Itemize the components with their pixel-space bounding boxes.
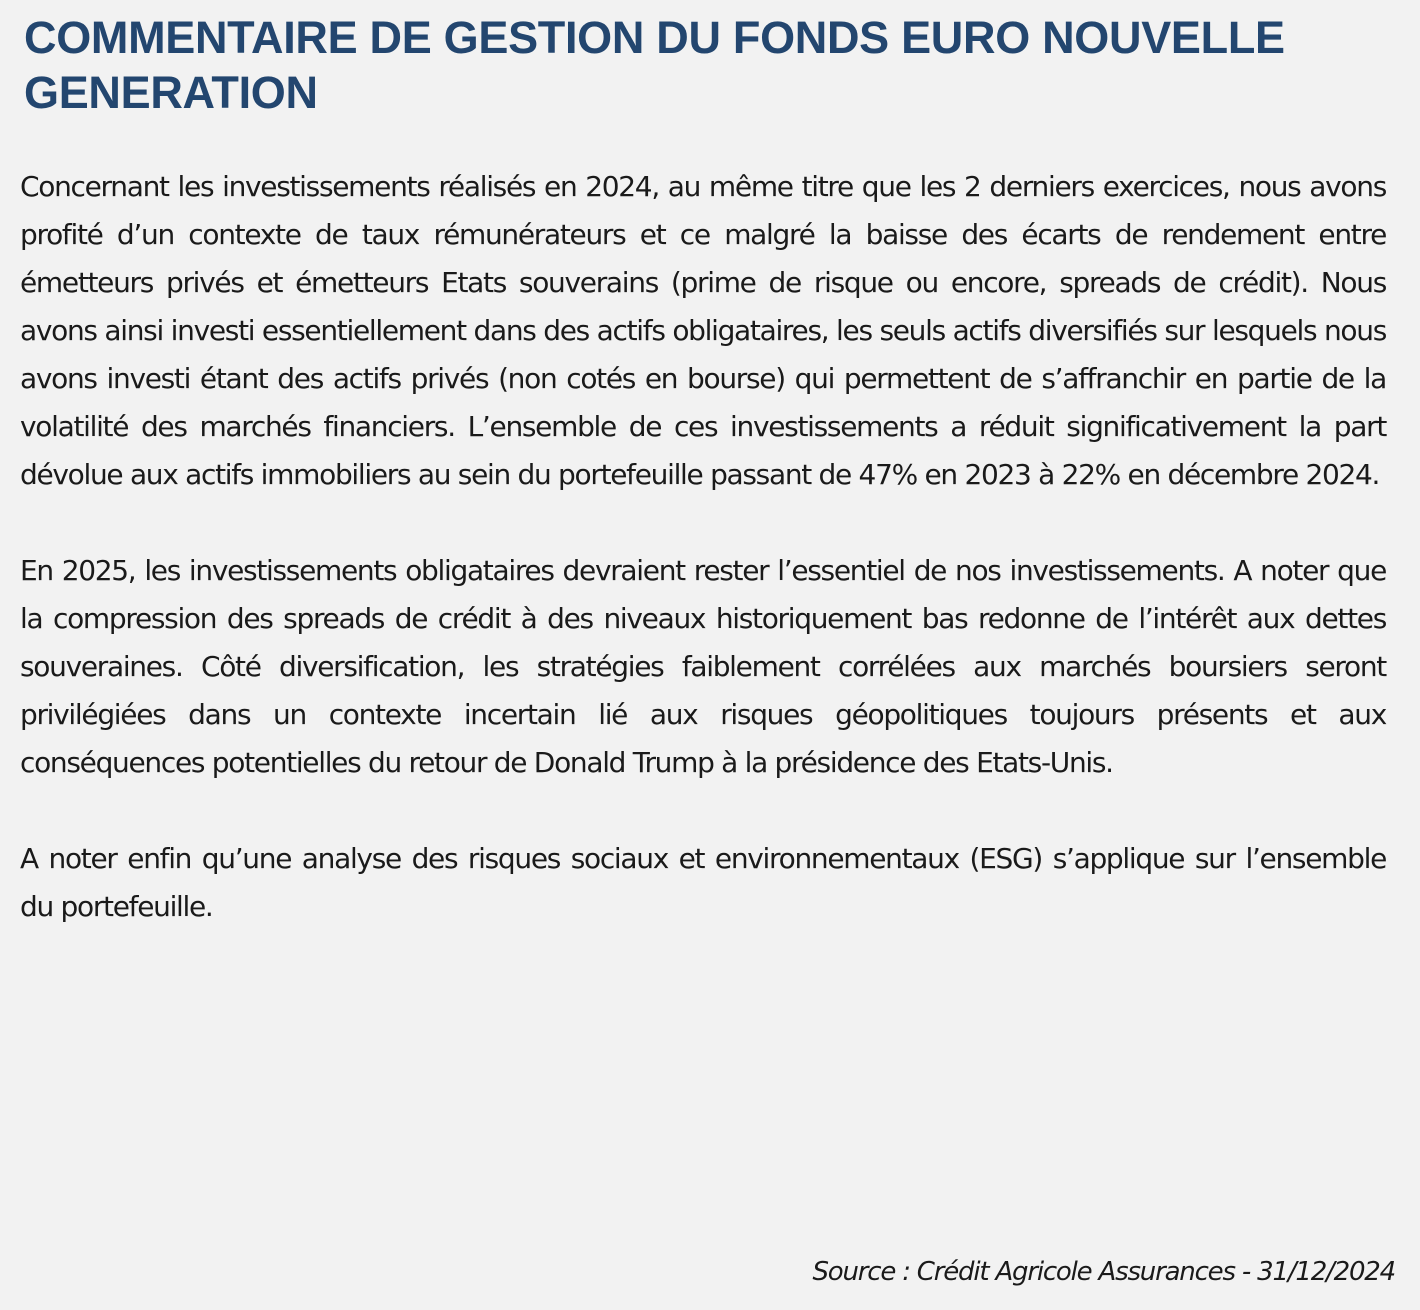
source-note: Source : Crédit Agricole Assurances - 31/12/2024 — [812, 1257, 1395, 1287]
paragraph-investments-2024: Concernant les investissements réalisés en 2024, au même titre que les 2 derniers exercices, nous avons profité d’un contexte de taux rémunérateurs et ce malgré la baisse des écarts de rendement entre émetteurs privés et émetteurs Etats souverains (prime de risque ou encore, spreads de crédit). Nous avons ainsi investi essentiellement dans des actifs obligataires, les seuls actifs diversifiés sur lesquels nous avons investi étant des actifs privés (non cotés en bourse) qui permettent de s’affranchir en partie de la volatilité des marchés financiers. L’ensemble de ces investissements a réduit significativement la part dévolue aux actifs immobiliers au sein du portefeuille passant de 47% en 2023 à 22% en décembre 2024. — [20, 170, 1386, 491]
paragraph-outlook-2025: En 2025, les investissements obligataires devraient rester l’essentiel de nos investissements. A noter que la compression des spreads de crédit à des niveaux historiquement bas redonne de l’intérêt aux dettes souveraines. Côté diversification, les stratégies faiblement corrélées aux marchés boursiers seront privilégiées dans un contexte incertain lié aux risques géopolitiques toujours présents et aux conséquences potentielles du retour de Donald Trump à la présidence des Etats-Unis. — [20, 554, 1386, 779]
paragraph-esg: A noter enfin qu’une analyse des risques sociaux et environnementaux (ESG) s’applique sur l’ensemble du portefeuille. — [20, 842, 1386, 923]
commentary-body — [20, 163, 1386, 979]
page-title: COMMENTAIRE DE GESTION DU FONDS EURO NOUVELLE GENERATION — [24, 12, 1285, 118]
